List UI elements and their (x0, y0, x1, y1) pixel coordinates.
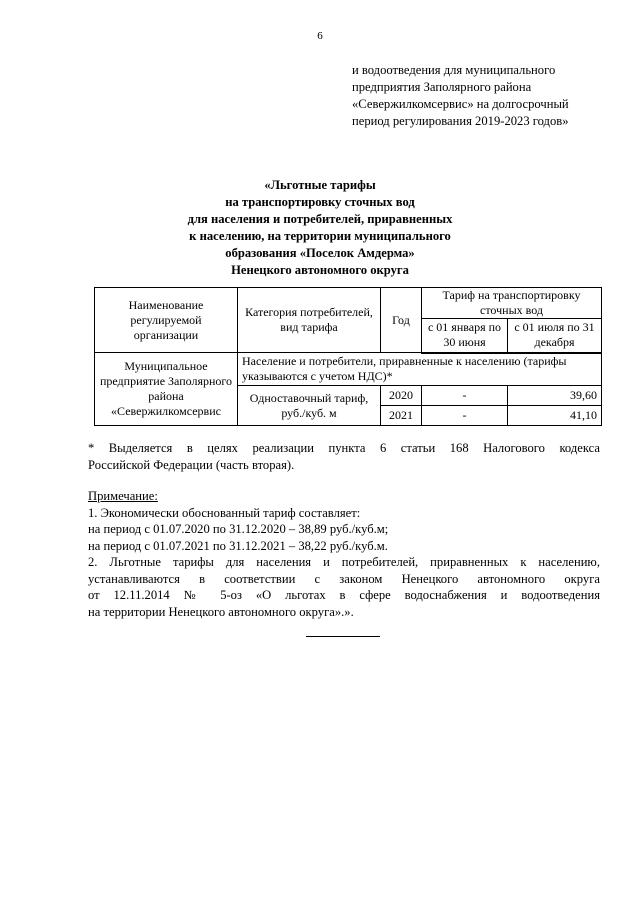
note-item-2-line: 2. Льготные тарифы для населения и потребителей, приравненных к населению, (88, 555, 600, 569)
header-line: «Севержилкомсервис» на долгосрочный (352, 97, 569, 111)
value-cell: 41,10 (508, 406, 602, 426)
header-period-2: с 01 июля по 31 декабря (508, 319, 602, 353)
note-item-2-line: устанавливаются в соответствии с законом Ненецкого автономного округа (88, 571, 600, 586)
title-line: на транспортировку сточных вод (225, 195, 415, 209)
footnote-line: Российской Федерации (часть вторая). (88, 457, 295, 472)
note-period-2: на период с 01.07.2021 по 31.12.2021 – 38,22 руб./куб.м. (88, 538, 388, 553)
tariff-table (94, 287, 602, 426)
footnote (88, 440, 600, 473)
header-tariff: Тариф на транспортировку сточных вод (422, 288, 602, 319)
tariff-type-cell: Одноставочный тариф, руб./куб. м (238, 386, 381, 426)
note-section (88, 488, 600, 620)
closing-rule (306, 636, 380, 637)
note-item-2-line: от 12.11.2014 № 5-оз «О льготах в сфере водоснабжения и водоотведения (88, 588, 600, 602)
document-title (150, 177, 490, 279)
header-block (352, 62, 612, 130)
population-note-cell: Население и потребители, приравненные к населению (тарифы указываются с учетом НДС)* (238, 353, 602, 386)
title-line: образования «Поселок Амдерма» (225, 246, 415, 260)
header-year: Год (381, 288, 422, 353)
value-cell: - (422, 386, 508, 406)
year-cell: 2021 (381, 406, 422, 426)
note-period-1: на период с 01.07.2020 по 31.12.2020 – 38,89 руб./куб.м; (88, 522, 389, 536)
header-line: период регулирования 2019-2023 годов» (352, 114, 569, 128)
note-item-2-line: на территории Ненецкого автономного округа».». (88, 604, 354, 619)
title-line: «Льготные тарифы (264, 178, 376, 192)
org-name-cell: Муниципальное предприятие Заполярного района «Севержилкомсервис (95, 353, 238, 426)
header-category: Категория потребителей, вид тарифа (238, 288, 381, 353)
title-line: к населению, на территории муниципального (189, 229, 451, 243)
footnote-line: * Выделяется в целях реализации пункта 6 статьи 168 Налогового кодекса (88, 441, 600, 455)
title-line: Ненецкого автономного округа (231, 263, 409, 277)
header-line: предприятия Заполярного района (352, 80, 532, 94)
header-org: Наименование регулируемой организации (95, 288, 238, 353)
header-period-1: с 01 января по 30 июня (422, 319, 508, 353)
note-item-1: 1. Экономически обоснованный тариф составляет: (88, 505, 361, 520)
year-cell: 2020 (381, 386, 422, 406)
title-line: для населения и потребителей, приравненных (187, 212, 453, 226)
header-line: и водоотведения для муниципального (352, 63, 556, 77)
value-cell: 39,60 (508, 386, 602, 406)
value-cell: - (422, 406, 508, 426)
note-heading: Примечание: (88, 489, 158, 503)
page-number: 6 (317, 30, 323, 42)
